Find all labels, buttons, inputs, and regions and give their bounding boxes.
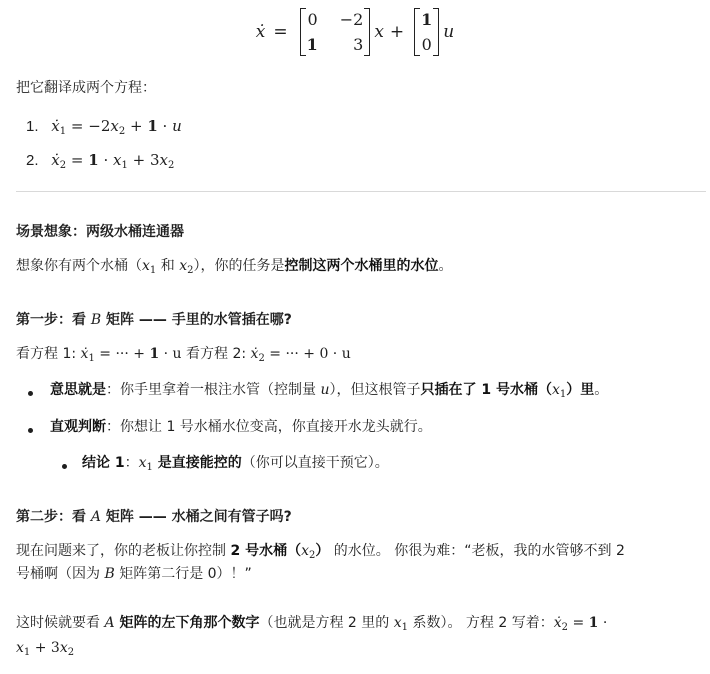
scene-heading: 场景想象：两级水桶连通器 (16, 224, 184, 240)
emphasis: 1 (588, 615, 599, 631)
matrix-a (300, 8, 371, 56)
bullet-item (50, 417, 432, 437)
text: ： (124, 455, 139, 471)
text: · (598, 615, 608, 631)
matrix-a-cell: 1 (306, 35, 318, 55)
emphasis: ）里 (566, 382, 595, 398)
text: 看方程 2: (186, 346, 251, 362)
eq-term: + (125, 117, 148, 135)
text: 。 (438, 258, 453, 274)
eq-term: 1 (147, 117, 158, 135)
text: ：你想让 1 号水桶水位变高，你直接开水龙头就行。 (106, 419, 432, 435)
math-var: B (90, 312, 102, 328)
eq-plus: + (389, 21, 405, 42)
text: = ··· + (94, 346, 150, 362)
eq-term: x (113, 151, 122, 169)
section-divider (16, 191, 706, 192)
text: （你可以直接干预它）。 (241, 455, 389, 471)
math-var: A (90, 509, 101, 525)
text: 第二步：看 (16, 509, 91, 525)
eq-term: x (159, 151, 168, 169)
text: （也就是方程 2 里的 (259, 615, 394, 631)
matrix-b-cell: 1 (421, 10, 433, 29)
text: 现在问题来了，你的老板让你控制 (16, 543, 231, 559)
emphasis: 矩阵的左下角那个数字 (114, 615, 260, 631)
text: 矩阵 —— 手里的水管插在哪? (101, 312, 292, 328)
step2-paragraph-1: 现在问题来了，你的老板让你控制 2 号水桶$(x_2)$ 的水位。 你很为难：“老板，我的水管够不到 2 号桶啊（因为 B 矩阵第二行是 0）！” (16, 543, 625, 583)
text: 矩阵 —— 水桶之间有管子吗? (101, 509, 292, 525)
text: = (568, 615, 589, 631)
eq-term: + 3 (127, 151, 160, 169)
eq-term: = (66, 151, 89, 169)
text: + 3 (30, 640, 60, 657)
text: ），但这根管子 (329, 382, 421, 398)
text: = ··· + 0 · u (264, 346, 351, 362)
eq-lhs: ẋ (255, 21, 266, 42)
eq-term: ẋ (51, 117, 60, 135)
matrix-a-cell: 0 (307, 10, 318, 29)
eq-term: 1 (88, 151, 99, 169)
eq-term: ẋ (51, 151, 60, 169)
matrix-a-cell: −2 (339, 10, 364, 29)
matrix-b-cell: 0 (421, 35, 432, 55)
bullet-dot (28, 428, 33, 433)
text: 和 (156, 258, 180, 274)
state-space-equation (0, 8, 710, 56)
emphasis: 直观判断 (50, 419, 106, 435)
text: 这时候就要看 (16, 615, 105, 631)
text: 系数）。 方程 2 写着： (408, 615, 554, 631)
eq-term: u (172, 117, 182, 135)
sub-bullet-item: 结论 1：$x_1$ 是直接能控的（你可以直接干预它）。 (82, 455, 389, 473)
emphasis: 2 号水桶（ (230, 543, 302, 559)
eq-sub: 2 (59, 160, 67, 171)
intro-text: 把它翻译成两个方程： (16, 80, 156, 96)
text: 的水位。 你很为难：“老板，我的水管够不到 2 (329, 543, 625, 559)
emphasis: 是直接能控的 (152, 455, 242, 471)
emphasis: 结论 1 (82, 455, 125, 471)
emphasis: ） (315, 543, 330, 559)
text: ），你的任务是 (193, 258, 285, 274)
eq-sub: 2 (118, 126, 126, 137)
eq-equals: = (273, 21, 288, 42)
eq-term: = −2 (66, 117, 111, 135)
text: 矩阵第二行是 0）！” (114, 566, 252, 583)
eq-x: x (374, 21, 384, 42)
list-item (26, 116, 182, 138)
list-item (26, 150, 174, 172)
step2-paragraph-2: 这时候就要看 A 矩阵的左下角那个数字（也就是方程 2 里的 $x_1$ 系数）。 方程 2 写着：ẋ$_2$ = 1 · $x_1 + 3x_2$ (16, 615, 608, 659)
eq-u: u (443, 21, 455, 42)
bullet-dot (28, 391, 33, 396)
matrix-a-cell: 3 (353, 35, 364, 55)
step2-heading (16, 507, 292, 527)
eq-term: · (98, 151, 113, 169)
text: · u (159, 346, 187, 362)
emphasis: 控制这两个水桶里的水位 (284, 258, 439, 274)
list-number: 1. (26, 118, 39, 135)
eq-term: · (157, 117, 173, 135)
eq-term: x (110, 117, 119, 135)
math-var: B (104, 566, 115, 583)
bullet-item: 意思就是：你手里拿着一根注水管（控制量 u），但这根管子只插在了 1 号水桶$(x_1)$里。 (50, 382, 609, 400)
emphasis: 只插在了 1 号水桶（ (420, 382, 552, 398)
step1-heading (16, 310, 292, 330)
text: 。 (594, 382, 609, 398)
emphasis: 意思就是 (50, 382, 106, 398)
scene-paragraph: 想象你有两个水桶（$x_1$ 和 $x_2$），你的任务是控制这两个水桶里的水位。 (16, 258, 453, 276)
text: ：你手里拿着一根注水管（控制量 (106, 382, 321, 398)
eq-sub: 1 (121, 160, 128, 171)
text: 想象你有两个水桶（ (16, 258, 142, 274)
bullet-dot (62, 464, 67, 469)
eq-sub: 1 (59, 126, 67, 137)
eq-sub: 2 (167, 160, 175, 171)
math-var: A (104, 615, 115, 631)
text: 看方程 1: (16, 346, 81, 362)
list-number: 2. (26, 152, 39, 169)
step1-equations-line: 看方程 1: ẋ$_1$ = ··· + 1 · u 看方程 2: ẋ$_2$ = ··· + 0 · u (16, 346, 351, 364)
text: 第一步：看 (16, 312, 91, 328)
text: 号桶啊（因为 (16, 566, 105, 583)
matrix-b (414, 8, 439, 56)
